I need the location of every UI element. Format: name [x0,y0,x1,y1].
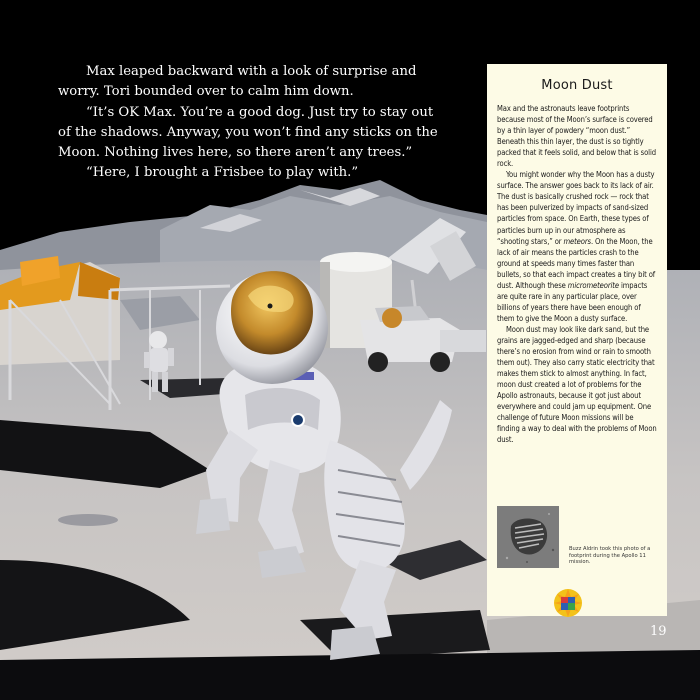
moon-dust-sidebar [487,64,667,616]
publisher-logo-icon [553,588,583,618]
sidebar-text: impacts are quite rare in any particular place, over billions of years there have been enough of them to give the Moon a dusty surface. [497,280,648,323]
sidebar-paragraph [497,169,657,324]
story-text [58,62,448,184]
footprint-photo [497,506,559,568]
story-paragraph: “It’s OK Max. You’re a good dog. Just try to stay out of the shadows. Anyway, you won’t find any sticks on the Moon. Nothing lives here, so there aren’t any trees.” [58,104,438,161]
photo-caption: Buzz Aldrin took this photo of a footprint during the Apollo 11 mission. [569,546,651,566]
micrometeorite-term: micrometeorite [567,280,619,290]
sidebar-text: You might wonder why the Moon has a dusty surface. The answer goes back to its lack of air. The dust is basically crushed rock — rock that has been pulverized by impacts of sand-sized particles from space. On Earth, these types of particles burn up in our atmosphere as “shooting stars,” or [497,170,655,246]
sidebar-body [497,103,657,445]
photo-block [497,506,657,570]
story-paragraph: “Here, I brought a Frisbee to play with.” [86,165,359,181]
sidebar-title: Moon Dust [541,78,613,93]
meteors-term: meteors [563,236,591,246]
sidebar-text: . On the Moon, the lack of air means the particles crash to the ground at speeds many times faster than bullets, so that each impact creates a tiny bit of dust. Although these [497,236,656,290]
sidebar-paragraph: Max and the astronauts leave footprints because most of the Moon’s surface is covered by a thin layer of powdery “moon dust.” Beneath this thin layer, the dust is so tightly packed that it feels solid, and below that is solid rock. [497,104,656,169]
story-paragraph: Max leaped backward with a look of surprise and worry. Tori bounded over to calm him down. [58,64,417,100]
page-number: 19 [650,624,667,639]
sidebar-paragraph: Moon dust may look like dark sand, but the grains are jagged-edged and sharp (because there’s no erosion from wind or rain to smooth them out). They also carry static electricity that makes them stick to almost anything. In fact, moon dust created a lot of problems for the Apollo astronauts, because it got just about everywhere and could jam up equipment. One challenge of future Moon missions will be finding a way to deal with the problems of Moon dust. [497,324,657,445]
